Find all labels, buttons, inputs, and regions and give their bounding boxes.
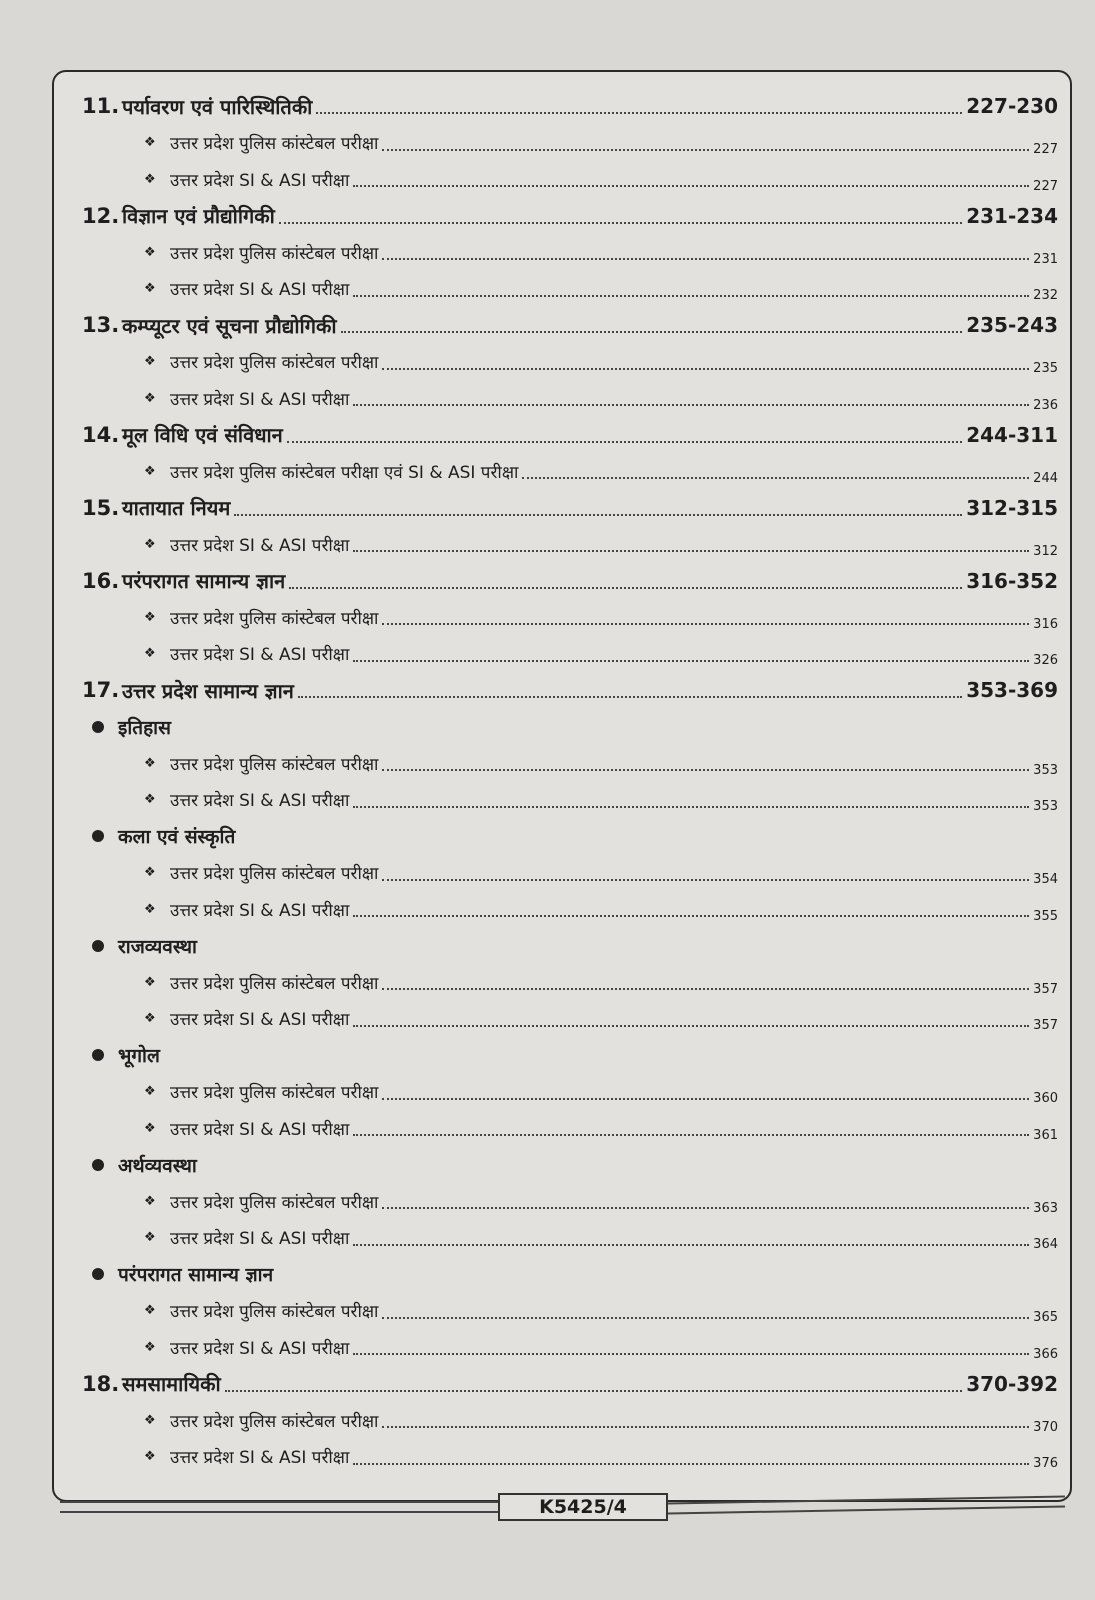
dot-leader xyxy=(353,901,1029,917)
toc-category xyxy=(82,1147,1058,1184)
bullet-icon xyxy=(92,721,104,733)
entry-title: कला एवं संस्कृति xyxy=(118,826,236,849)
entry-title: उत्तर प्रदेश SI & ASI परीक्षा xyxy=(170,1338,350,1359)
dot-leader xyxy=(279,208,962,224)
toc-category xyxy=(82,709,1058,746)
dot-leader xyxy=(382,1193,1029,1209)
book-code: K5425/4 xyxy=(498,1493,668,1521)
entry-title: उत्तर प्रदेश SI & ASI परीक्षा xyxy=(170,535,350,556)
dot-leader xyxy=(316,98,962,114)
bullet-icon xyxy=(92,830,104,842)
chapter-number: 14. xyxy=(82,422,120,447)
diamond-bullet-icon: ❖ xyxy=(144,1193,156,1209)
entry-title: उत्तर प्रदेश पुलिस कांस्टेबल परीक्षा xyxy=(170,864,379,885)
dot-leader xyxy=(353,390,1029,406)
diamond-bullet-icon: ❖ xyxy=(144,901,156,917)
diamond-bullet-icon: ❖ xyxy=(144,609,156,625)
entry-title: उत्तर प्रदेश पुलिस कांस्टेबल परीक्षा xyxy=(170,973,379,994)
toc-chapter xyxy=(82,417,1058,454)
bullet-icon xyxy=(92,1159,104,1171)
entry-title: कम्प्यूटर एवं सूचना प्रौद्योगिकी xyxy=(122,313,337,338)
page-number: 235-243 xyxy=(966,313,1058,338)
entry-title: उत्तर प्रदेश SI & ASI परीक्षा xyxy=(170,170,350,191)
entry-title: उत्तर प्रदेश पुलिस कांस्टेबल परीक्षा xyxy=(170,608,379,629)
dot-leader xyxy=(289,573,962,589)
diamond-bullet-icon: ❖ xyxy=(144,281,156,297)
toc-subentry xyxy=(82,380,1058,417)
chapter-number: 11. xyxy=(82,94,120,119)
entry-title: परंपरागत सामान्य ज्ञान xyxy=(118,1264,274,1287)
entry-title: पर्यावरण एवं पारिस्थितिकी xyxy=(122,94,313,119)
toc-subentry xyxy=(82,453,1058,490)
diamond-bullet-icon: ❖ xyxy=(144,792,156,808)
toc-subentry xyxy=(82,891,1058,928)
dot-leader xyxy=(353,1230,1029,1246)
toc-subentry xyxy=(82,855,1058,892)
diamond-bullet-icon: ❖ xyxy=(144,390,156,406)
dot-leader xyxy=(382,755,1029,771)
toc-chapter xyxy=(82,1366,1058,1403)
page-number: 370 xyxy=(1033,1419,1058,1435)
toc-subentry xyxy=(82,1220,1058,1257)
page-number: 363 xyxy=(1033,1200,1058,1216)
chapter-number: 12. xyxy=(82,203,120,228)
toc-subentry xyxy=(82,1110,1058,1147)
entry-title: उत्तर प्रदेश SI & ASI परीक्षा xyxy=(170,900,350,921)
toc-category xyxy=(82,1256,1058,1293)
dot-leader xyxy=(287,427,962,443)
footer-rule xyxy=(668,1506,1065,1515)
page-number: 231-234 xyxy=(966,203,1058,228)
entry-title: उत्तर प्रदेश पुलिस कांस्टेबल परीक्षा xyxy=(170,243,379,264)
entry-title: उत्तर प्रदेश पुलिस कांस्टेबल परीक्षा एवं SI & ASI परीक्षा xyxy=(170,462,519,483)
page-number: 364 xyxy=(1033,1237,1058,1253)
page-number: 316-352 xyxy=(966,568,1058,593)
dot-leader xyxy=(382,135,1029,151)
entry-title: उत्तर प्रदेश सामान्य ज्ञान xyxy=(122,678,294,703)
dot-leader xyxy=(353,792,1029,808)
page-number: 357 xyxy=(1033,981,1058,997)
toc-subentry xyxy=(82,599,1058,636)
bullet-icon xyxy=(92,1049,104,1061)
dot-leader xyxy=(225,1376,963,1392)
entry-title: यातायात नियम xyxy=(122,496,231,521)
dot-leader xyxy=(382,354,1029,370)
dot-leader xyxy=(353,281,1029,297)
entry-title: उत्तर प्रदेश SI & ASI परीक्षा xyxy=(170,280,350,301)
chapter-number: 15. xyxy=(82,495,120,520)
dot-leader xyxy=(341,317,963,333)
entry-title: उत्तर प्रदेश पुलिस कांस्टेबल परीक्षा xyxy=(170,1192,379,1213)
dot-leader xyxy=(353,1011,1029,1027)
toc-chapter xyxy=(82,198,1058,235)
chapter-number: 13. xyxy=(82,313,120,338)
diamond-bullet-icon: ❖ xyxy=(144,755,156,771)
dot-leader xyxy=(382,865,1029,881)
chapter-number: 17. xyxy=(82,678,120,703)
dot-leader xyxy=(234,500,962,516)
chapter-number: 16. xyxy=(82,568,120,593)
page-number: 312-315 xyxy=(966,495,1058,520)
entry-title: उत्तर प्रदेश पुलिस कांस्टेबल परीक्षा xyxy=(170,1302,379,1323)
entry-title: उत्तर प्रदेश पुलिस कांस्टेबल परीक्षा xyxy=(170,353,379,374)
entry-title: राजव्यवस्था xyxy=(118,935,197,958)
page-number: 353 xyxy=(1033,799,1058,815)
chapter-number: 18. xyxy=(82,1371,120,1396)
page-number: 235 xyxy=(1033,361,1058,377)
toc-subentry xyxy=(82,125,1058,162)
entry-title: उत्तर प्रदेश SI & ASI परीक्षा xyxy=(170,1448,350,1469)
toc-subentry xyxy=(82,1183,1058,1220)
entry-title: अर्थव्यवस्था xyxy=(118,1154,197,1177)
footer-rule xyxy=(60,1501,498,1503)
toc-subentry xyxy=(82,782,1058,819)
diamond-bullet-icon: ❖ xyxy=(144,1412,156,1428)
entry-title: उत्तर प्रदेश SI & ASI परीक्षा xyxy=(170,389,350,410)
page-number: 353-369 xyxy=(966,678,1058,703)
page-number: 244 xyxy=(1033,470,1058,486)
toc-subentry xyxy=(82,1402,1058,1439)
bullet-icon xyxy=(92,1268,104,1280)
dot-leader xyxy=(382,609,1029,625)
diamond-bullet-icon: ❖ xyxy=(144,536,156,552)
toc-subentry xyxy=(82,234,1058,271)
dot-leader xyxy=(353,646,1029,662)
entry-title: उत्तर प्रदेश पुलिस कांस्टेबल परीक्षा xyxy=(170,134,379,155)
diamond-bullet-icon: ❖ xyxy=(144,135,156,151)
bullet-icon xyxy=(92,940,104,952)
page-number: 244-311 xyxy=(966,422,1058,447)
toc-category xyxy=(82,818,1058,855)
dot-leader xyxy=(382,1084,1029,1100)
toc-chapter xyxy=(82,672,1058,709)
dot-leader xyxy=(522,463,1029,479)
toc-subentry xyxy=(82,1001,1058,1038)
page-number: 231 xyxy=(1033,251,1058,267)
page-number: 353 xyxy=(1033,762,1058,778)
toc-subentry xyxy=(82,1074,1058,1111)
toc-subentry xyxy=(82,636,1058,673)
footer-rule xyxy=(668,1496,1065,1505)
page-number: 316 xyxy=(1033,616,1058,632)
dot-leader xyxy=(382,1303,1029,1319)
toc-subentry xyxy=(82,964,1058,1001)
entry-title: उत्तर प्रदेश SI & ASI परीक्षा xyxy=(170,1229,350,1250)
page-number: 236 xyxy=(1033,397,1058,413)
page-number: 227 xyxy=(1033,178,1058,194)
diamond-bullet-icon: ❖ xyxy=(144,1084,156,1100)
toc-subentry xyxy=(82,1439,1058,1476)
entry-title: परंपरागत सामान्य ज्ञान xyxy=(122,569,286,594)
page-number: 227 xyxy=(1033,142,1058,158)
dot-leader xyxy=(353,171,1029,187)
toc-subentry xyxy=(82,745,1058,782)
entry-title: उत्तर प्रदेश पुलिस कांस्टेबल परीक्षा xyxy=(170,1411,379,1432)
entry-title: इतिहास xyxy=(118,716,171,739)
diamond-bullet-icon: ❖ xyxy=(144,865,156,881)
footer-rule xyxy=(60,1511,498,1513)
dot-leader xyxy=(382,1412,1029,1428)
entry-title: विज्ञान एवं प्रौद्योगिकी xyxy=(122,204,275,229)
page-number: 232 xyxy=(1033,288,1058,304)
toc-chapter xyxy=(82,88,1058,125)
page-number: 365 xyxy=(1033,1310,1058,1326)
toc-category xyxy=(82,1037,1058,1074)
entry-title: मूल विधि एवं संविधान xyxy=(122,423,283,448)
entry-title: समसामायिकी xyxy=(122,1372,221,1397)
toc-category xyxy=(82,928,1058,965)
dot-leader xyxy=(353,1120,1029,1136)
toc-subentry xyxy=(82,271,1058,308)
diamond-bullet-icon: ❖ xyxy=(144,1303,156,1319)
entry-title: उत्तर प्रदेश पुलिस कांस्टेबल परीक्षा xyxy=(170,754,379,775)
diamond-bullet-icon: ❖ xyxy=(144,974,156,990)
page-footer xyxy=(60,1493,1065,1523)
entry-title: उत्तर प्रदेश SI & ASI परीक्षा xyxy=(170,1119,350,1140)
entry-title: उत्तर प्रदेश SI & ASI परीक्षा xyxy=(170,1010,350,1031)
toc-subentry xyxy=(82,344,1058,381)
page-number: 360 xyxy=(1033,1091,1058,1107)
entry-title: भूगोल xyxy=(118,1045,160,1068)
diamond-bullet-icon: ❖ xyxy=(144,1011,156,1027)
dot-leader xyxy=(353,536,1029,552)
entry-title: उत्तर प्रदेश पुलिस कांस्टेबल परीक्षा xyxy=(170,1083,379,1104)
dot-leader xyxy=(298,682,962,698)
diamond-bullet-icon: ❖ xyxy=(144,646,156,662)
toc-chapter xyxy=(82,307,1058,344)
page-number: 326 xyxy=(1033,653,1058,669)
toc-subentry xyxy=(82,161,1058,198)
toc-chapter xyxy=(82,490,1058,527)
page-number: 357 xyxy=(1033,1018,1058,1034)
dot-leader xyxy=(382,974,1029,990)
dot-leader xyxy=(353,1449,1029,1465)
entry-title: उत्तर प्रदेश SI & ASI परीक्षा xyxy=(170,791,350,812)
page-number: 227-230 xyxy=(966,94,1058,119)
toc-subentry xyxy=(82,1293,1058,1330)
diamond-bullet-icon: ❖ xyxy=(144,1230,156,1246)
page-number: 355 xyxy=(1033,908,1058,924)
page-number: 376 xyxy=(1033,1456,1058,1472)
dot-leader xyxy=(382,244,1029,260)
diamond-bullet-icon: ❖ xyxy=(144,244,156,260)
page-number: 354 xyxy=(1033,872,1058,888)
diamond-bullet-icon: ❖ xyxy=(144,1120,156,1136)
toc-frame xyxy=(52,70,1072,1502)
page-number: 370-392 xyxy=(966,1371,1058,1396)
toc-subentry xyxy=(82,526,1058,563)
entry-title: उत्तर प्रदेश SI & ASI परीक्षा xyxy=(170,645,350,666)
page-number: 312 xyxy=(1033,543,1058,559)
page-number: 366 xyxy=(1033,1346,1058,1362)
page-number: 361 xyxy=(1033,1127,1058,1143)
diamond-bullet-icon: ❖ xyxy=(144,354,156,370)
toc-subentry xyxy=(82,1329,1058,1366)
toc-chapter xyxy=(82,563,1058,600)
toc-list xyxy=(82,88,1058,1475)
diamond-bullet-icon: ❖ xyxy=(144,1339,156,1355)
dot-leader xyxy=(353,1339,1029,1355)
diamond-bullet-icon: ❖ xyxy=(144,1449,156,1465)
diamond-bullet-icon: ❖ xyxy=(144,463,156,479)
diamond-bullet-icon: ❖ xyxy=(144,171,156,187)
